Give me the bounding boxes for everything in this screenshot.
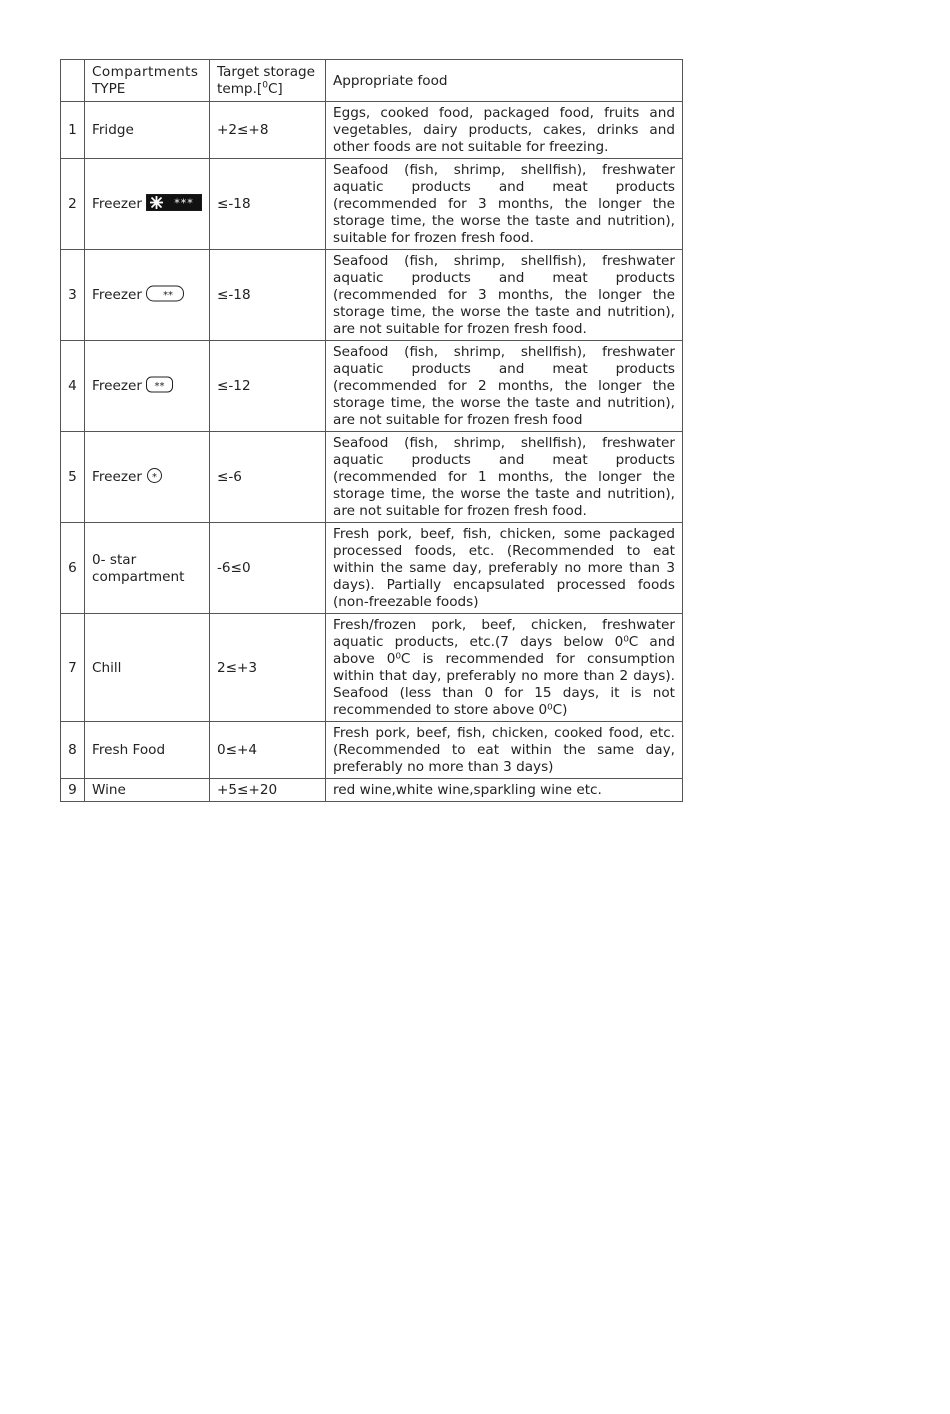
compartment-type: [85, 722, 210, 779]
compartment-type: [85, 523, 210, 614]
target-temp: +5≤+20: [210, 779, 326, 802]
svg-text:**: **: [154, 380, 165, 392]
appropriate-food: Seafood (fish, shrimp, shellfish), freshwater aquatic products and meat products (recommended for 1 months, the longer the storage time, the worse the taste and nutrition), are not suitable for frozen fresh food.: [326, 432, 683, 523]
compartment-type-label: 0- star compartment: [92, 551, 185, 585]
header-temp-sup: 0: [262, 80, 268, 91]
row-number: 6: [61, 523, 85, 614]
appropriate-food: Fresh pork, beef, fish, chicken, cooked food, etc. (Recommended to eat within the same day, preferably no more than 3 days): [326, 722, 683, 779]
table-row: [61, 102, 683, 159]
header-temp-pre: temp.[: [217, 81, 263, 97]
compartment-type-label: Fresh Food: [92, 742, 166, 758]
compartment-type-label: Wine: [92, 782, 126, 798]
row-number: 8: [61, 722, 85, 779]
compartment-type-wrap: [92, 122, 134, 139]
table-row: [61, 614, 683, 722]
target-temp: 0≤+4: [210, 722, 326, 779]
compartment-type: [85, 159, 210, 250]
two-star-icon: [146, 376, 173, 398]
row-number: 2: [61, 159, 85, 250]
table-row: [61, 779, 683, 802]
header-temp-line1: Target storage: [217, 64, 316, 80]
table-row: [61, 523, 683, 614]
header-food: Appropriate food: [326, 60, 683, 102]
compartment-type-label: Freezer: [92, 196, 142, 212]
table-body: [61, 102, 683, 802]
appropriate-food: red wine,white wine,sparkling wine etc.: [326, 779, 683, 802]
compartment-type-label: Freezer: [92, 378, 142, 394]
compartment-type: [85, 432, 210, 523]
header-type-line2: TYPE: [92, 81, 126, 97]
table-row: [61, 250, 683, 341]
target-temp: +2≤+8: [210, 102, 326, 159]
compartment-type-wrap: [92, 660, 121, 677]
target-temp: -6≤0: [210, 523, 326, 614]
svg-text:*: *: [151, 471, 157, 483]
row-number: 4: [61, 341, 85, 432]
header-temp: [210, 60, 326, 102]
appropriate-food: Seafood (fish, shrimp, shellfish), freshwater aquatic products and meat products (recommended for 3 months, the longer the storage time, the worse the taste and nutrition), are not suitable for frozen fresh food.: [326, 250, 683, 341]
table-row: [61, 341, 683, 432]
compartment-type-label: Chill: [92, 659, 122, 676]
appropriate-food: Seafood (fish, shrimp, shellfish), freshwater aquatic products and meat products (recommended for 2 months, the longer the storage time, the worse the taste and nutrition), are not suitable for frozen fresh food: [326, 341, 683, 432]
compartment-type-wrap: [92, 285, 184, 307]
compartment-type-wrap: [92, 552, 202, 586]
compartment-type-wrap: [92, 742, 165, 759]
storage-table: [60, 59, 683, 802]
compartment-type: [85, 102, 210, 159]
compartment-type: [85, 614, 210, 722]
svg-text:***: ***: [174, 196, 194, 209]
table-row: [61, 722, 683, 779]
appropriate-food: Fresh pork, beef, fish, chicken, some packaged processed foods, etc. (Recommended to eat within the same day, preferably no more than 3 days). Partially encapsulated processed foods (non-freezable foods): [326, 523, 683, 614]
row-number: 7: [61, 614, 85, 722]
compartment-type-wrap: [92, 782, 126, 799]
target-temp: ≤-18: [210, 250, 326, 341]
appropriate-food: Seafood (fish, shrimp, shellfish), freshwater aquatic products and meat products (recommended for 3 months, the longer the storage time, the worse the taste and nutrition), suitable for frozen fresh food.: [326, 159, 683, 250]
compartment-type: [85, 779, 210, 802]
header-row: [61, 60, 683, 102]
header-temp-post: C]: [267, 81, 283, 97]
table-row: [61, 159, 683, 250]
target-temp: 2≤+3: [210, 614, 326, 722]
compartment-type: [85, 341, 210, 432]
header-type: [85, 60, 210, 102]
header-temp-line2: [217, 81, 318, 98]
three-star-icon: [146, 285, 184, 307]
compartment-type-wrap: [92, 376, 173, 398]
one-star-icon: [146, 467, 163, 489]
appropriate-food: Eggs, cooked food, packaged food, fruits and vegetables, dairy products, cakes, drinks and other foods are not suitable for freezing.: [326, 102, 683, 159]
svg-text:**: **: [162, 289, 173, 301]
compartment-type-label: Fridge: [92, 122, 134, 138]
header-type-line1: Compartments: [92, 64, 199, 80]
row-number: 1: [61, 102, 85, 159]
compartment-type-label: Freezer: [92, 287, 142, 303]
target-temp: ≤-12: [210, 341, 326, 432]
appropriate-food: Fresh/frozen pork, beef, chicken, freshwater aquatic products, etc.(7 days below 0⁰C and above 0⁰C is recommended for consumption within that day, preferably no more than 2 days). Seafood (less than 0 for 15 days, it is not recommended to store above 0⁰C): [326, 614, 683, 722]
row-number: 9: [61, 779, 85, 802]
header-number: [61, 60, 85, 102]
target-temp: ≤-18: [210, 159, 326, 250]
row-number: 5: [61, 432, 85, 523]
compartment-type: [85, 250, 210, 341]
compartment-type-wrap: [92, 467, 163, 489]
compartment-type-label: Freezer: [92, 469, 142, 485]
four-star-freezer-icon: [146, 194, 202, 216]
target-temp: ≤-6: [210, 432, 326, 523]
compartment-type-wrap: [92, 194, 202, 216]
row-number: 3: [61, 250, 85, 341]
table-row: [61, 432, 683, 523]
